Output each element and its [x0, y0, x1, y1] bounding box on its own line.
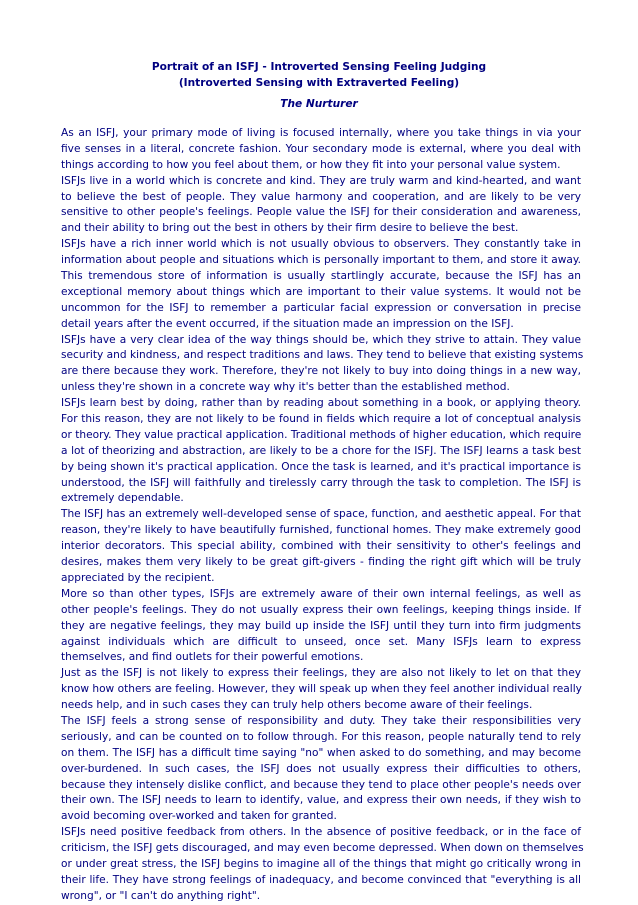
body-text-line: their own. The ISFJ needs to learn to identify, value, and express their own needs, if they wish to	[61, 794, 581, 807]
body-text-line: seriously, and can be counted on to follow through. For this reason, people naturally tend to rely	[61, 730, 581, 743]
document-body	[61, 126, 584, 905]
body-text-line: unless they're shown in a concrete way why it's better than the established method.	[61, 381, 510, 394]
body-text-line: understood, the ISFJ will faithfully and tirelessly carry through the task to completion. The ISFJ is	[61, 476, 581, 489]
body-text-line: uncommon for the ISFJ to remember a particular facial expression or conversation in precise	[61, 301, 581, 314]
body-text-line: avoid becoming over-worked and taken for granted.	[61, 810, 337, 823]
body-text-line: against individuals which are difficult to unseed, once set. Many ISFJs learn to express	[61, 635, 581, 648]
body-text-line: their life. They have strong feelings of inadequacy, and become convinced that "everything is all	[61, 873, 581, 886]
body-text-line: More so than other types, ISFJs are extremely aware of their own internal feelings, as well as	[61, 587, 581, 600]
body-text-line: or under great stress, the ISFJ begins to imagine all of the things that might go critically wrong in	[61, 857, 581, 870]
body-text-line: are there because they work. Therefore, they're not likely to buy into doing things in a new way,	[61, 365, 581, 378]
body-text-line: because they intensely dislike conflict, and because they tend to place other people's needs over	[61, 778, 581, 791]
body-text-line: extremely dependable.	[61, 492, 184, 505]
body-text-line: This tremendous store of information is usually startlingly accurate, because the ISFJ has an	[61, 270, 581, 283]
body-text-line: reason, they're likely to have beautifully furnished, functional homes. They make extremely good	[61, 524, 581, 537]
body-text-line: appreciated by the recipient.	[61, 571, 215, 584]
body-text-line: ISFJs have a very clear idea of the way things should be, which they strive to attain. They value	[61, 333, 581, 346]
body-text-line: on them. The ISFJ has a difficult time saying "no" when asked to do something, and may become	[61, 746, 581, 759]
body-text-line: other people's feelings. They do not usually express their own feelings, keeping things inside. If	[61, 603, 581, 616]
body-text-line: desires, makes them very likely to be great gift-givers - finding the right gift which will be truly	[61, 556, 581, 569]
body-text-line: For this reason, they are not likely to be found in fields which require a lot of conceptual analysis	[61, 413, 581, 426]
body-text-line: they are negative feelings, they may build up inside the ISFJ until they turn into firm judgments	[61, 619, 581, 632]
body-text-line: over-burdened. In such cases, the ISFJ does not usually express their difficulties to others,	[61, 762, 581, 775]
body-text-line: know how others are feeling. However, they will speak up when they feel another individual really	[61, 683, 582, 696]
body-text-line: sensitive to other people's feelings. People value the ISFJ for their consideration and awareness,	[61, 206, 581, 219]
body-text-line: Just as the ISFJ is not likely to express their feelings, they are also not likely to let on that they	[61, 667, 581, 680]
document-subtitle: The Nurturer	[280, 98, 358, 110]
document-title: Portrait of an ISFJ - Introverted Sensing Feeling Judging	[151, 61, 487, 73]
body-text-line: detail years after the event occurred, if the situation made an impression on the ISFJ.	[61, 317, 514, 330]
body-text-line: and their ability to bring out the best in others by their firm desire to believe the best.	[61, 222, 519, 235]
body-text-line: things according to how you feel about them, or how they fit into your personal value system.	[61, 158, 561, 171]
body-text-line: ISFJs learn best by doing, rather than by reading about something in a book, or applying theory.	[61, 397, 581, 410]
body-text-line: five senses in a literal, concrete fashion. Your secondary mode is external, where you deal with	[61, 142, 581, 155]
document-title-secondary: (Introverted Sensing with Extraverted Feeling)	[178, 77, 460, 89]
body-text-line: ISFJs live in a world which is concrete and kind. They are truly warm and kind-hearted, and want	[61, 174, 581, 187]
body-text-line: ISFJs need positive feedback from others. In the absence of positive feedback, or in the face of	[61, 826, 581, 839]
body-text-line: wrong", or "I can't do anything right".	[61, 889, 261, 902]
body-text-line: to believe the best of people. They value harmony and cooperation, and are likely to be very	[61, 190, 581, 203]
body-text-line: security and kindness, and respect traditions and laws. They tend to believe that existing systems	[61, 349, 584, 362]
body-text-line: exceptional memory about things which are important to their value systems. It would not be	[61, 285, 581, 298]
body-text-line: interior decorators. This special ability, combined with their sensitivity to other's feelings and	[61, 540, 581, 553]
body-text-line: The ISFJ has an extremely well-developed sense of space, function, and aesthetic appeal. For that	[61, 508, 581, 521]
body-text-line: The ISFJ feels a strong sense of responsibility and duty. They take their responsibilities very	[61, 714, 581, 727]
body-text-line: or theory. They value practical application. Traditional methods of higher education, which require	[61, 428, 582, 441]
body-text-line: themselves, and find outlets for their powerful emotions.	[61, 651, 364, 664]
body-text-line: needs help, and in such cases they can truly help others become aware of their feelings.	[61, 699, 533, 712]
body-text-line: As an ISFJ, your primary mode of living is focused internally, where you take things in via your	[61, 127, 581, 139]
body-text-line: criticism, the ISFJ gets discouraged, and may even become depressed. When down on themselves	[61, 842, 584, 855]
body-text-line: by being shown it's practical application. Once the task is learned, and it's practical importance is	[61, 460, 581, 473]
body-text-line: a lot of theorizing and abstraction, are likely to be a chore for the ISFJ. The ISFJ learns a task best	[61, 444, 581, 457]
body-text-line: information about people and situations which is personally important to them, and store it away.	[61, 254, 581, 267]
body-text-line: ISFJs have a rich inner world which is not usually obvious to observers. They constantly take in	[61, 238, 581, 251]
